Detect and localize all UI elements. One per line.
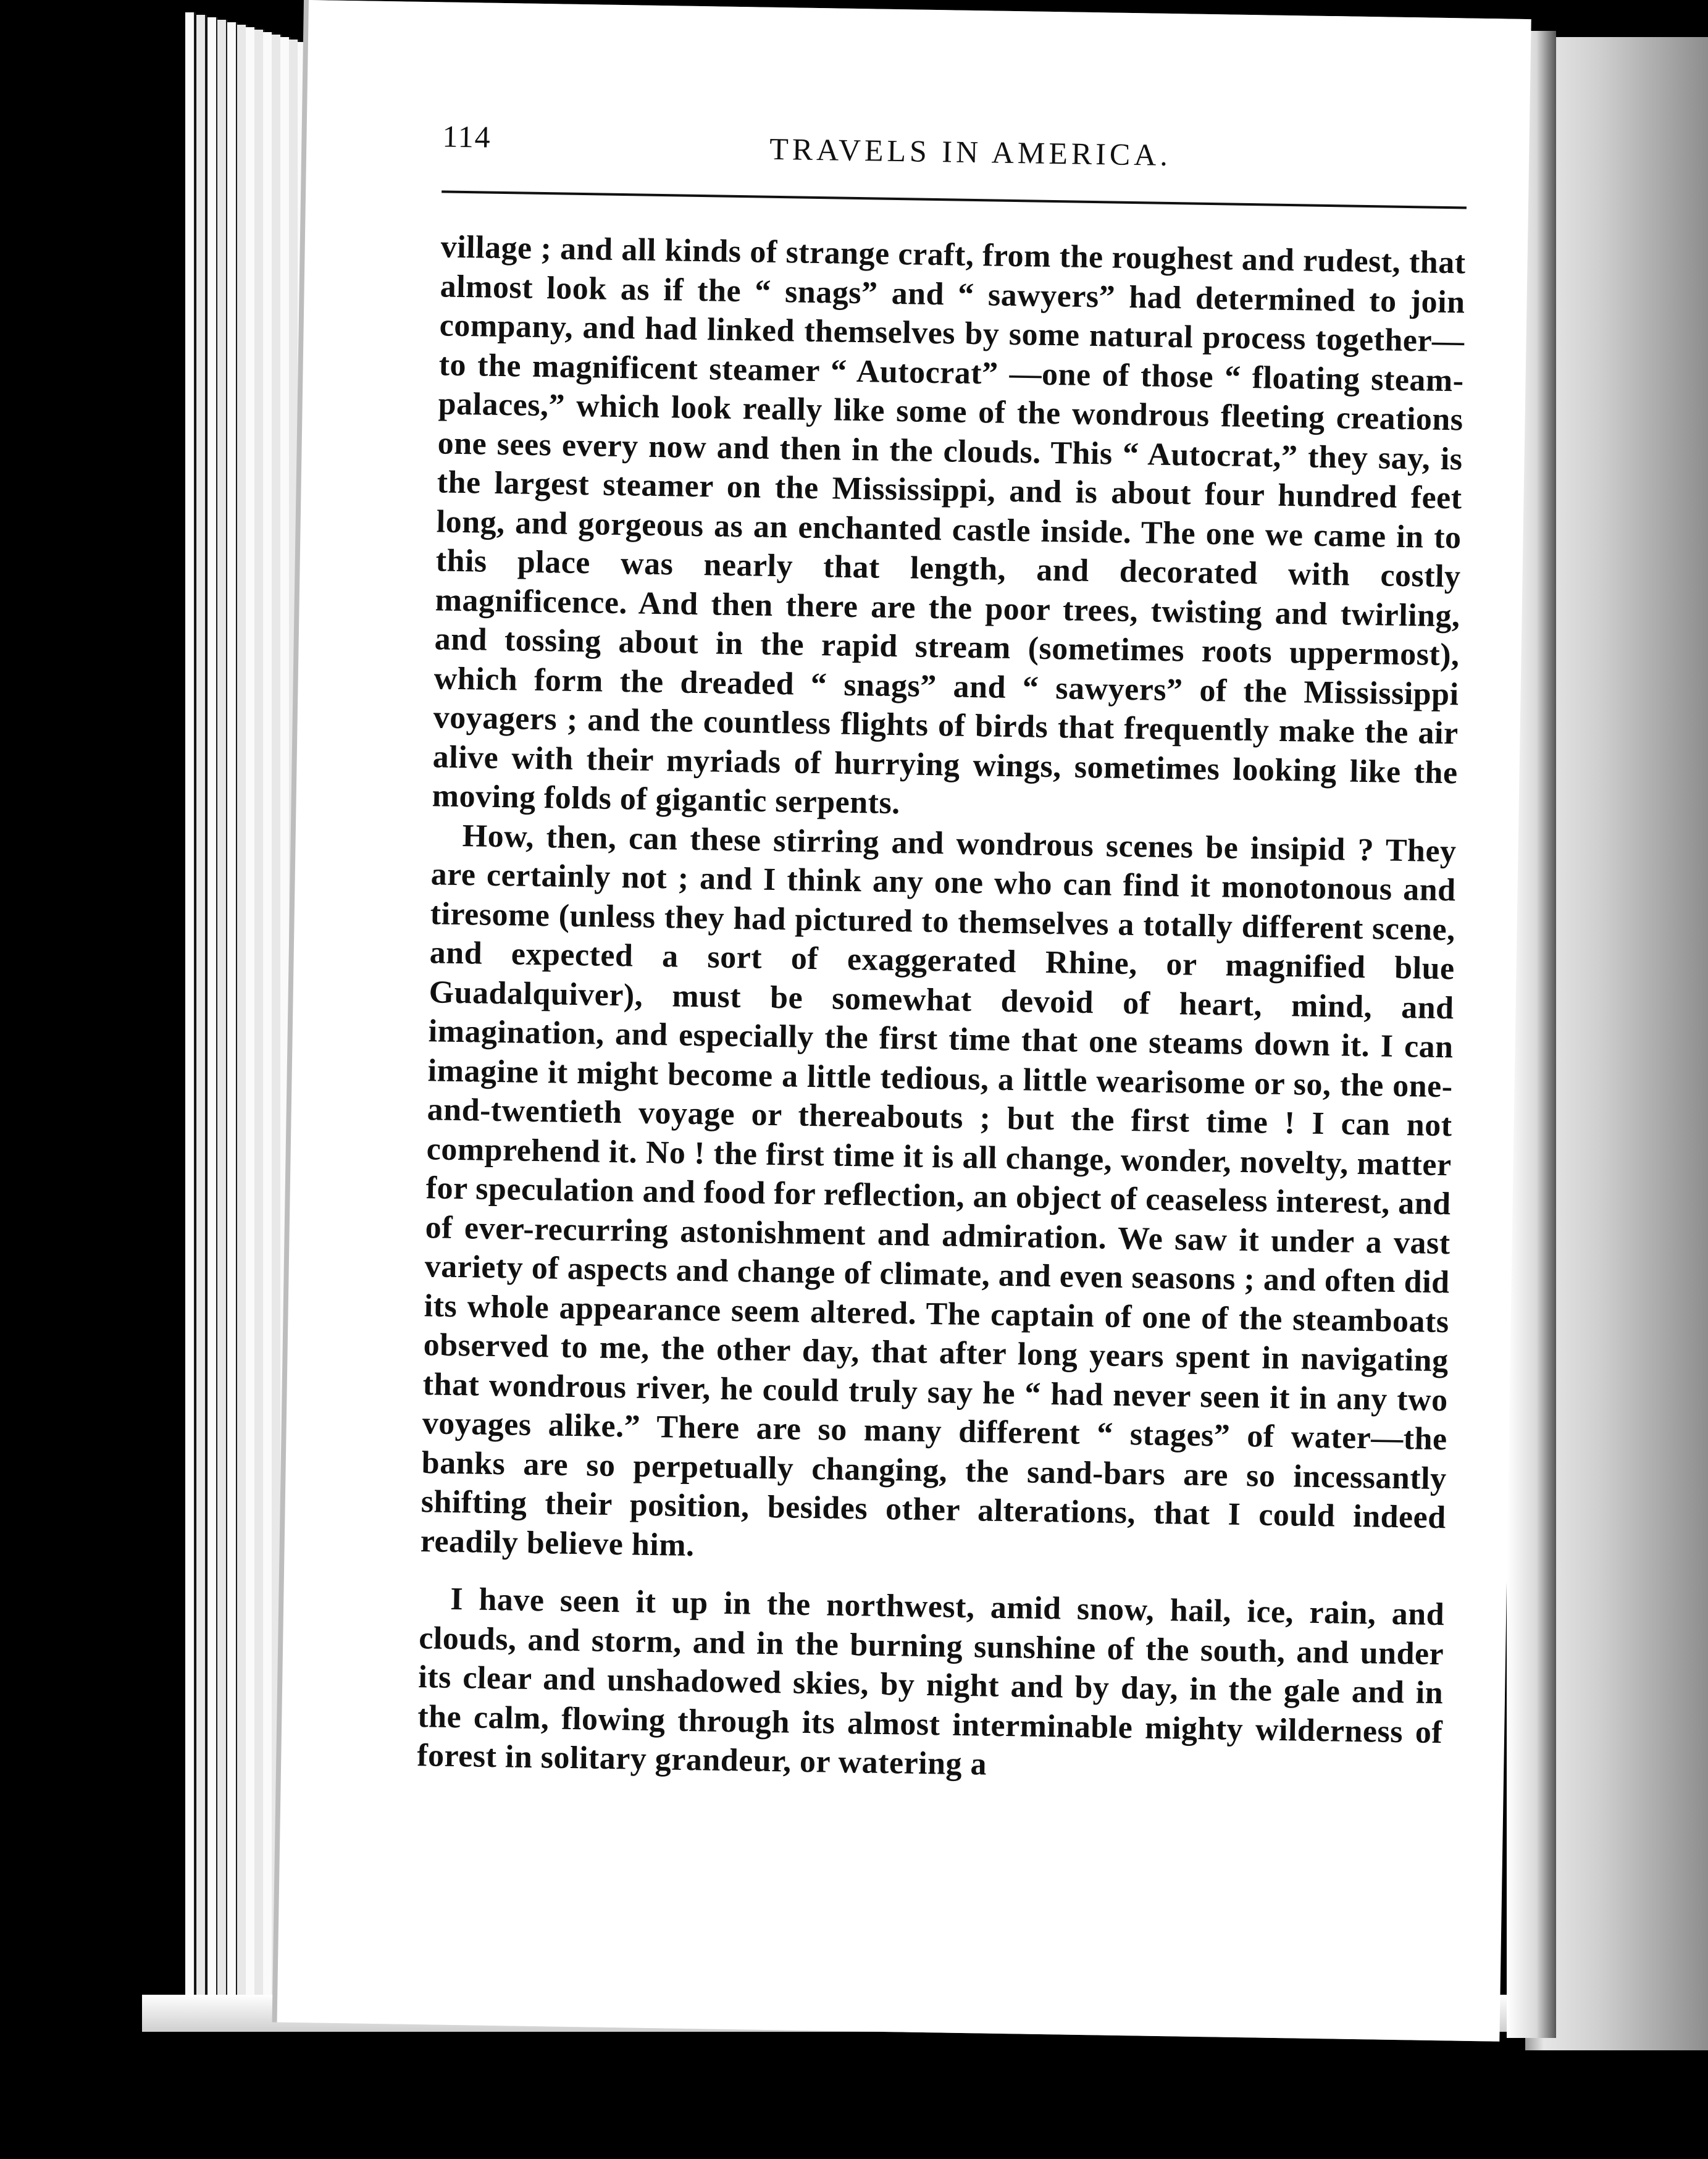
paragraph: village ; and all kinds of strange craft, from the roughest and rudest, that almost look as if the “ snags” and “ sawyers” had determined to join company, and had linked themselves by some natural process together—to the magnificent steamer “ Autocrat” —one of those “ floating steam-palaces,” which look really like some of the wondrous fleeting creations one sees every now and then in the clouds. This “ Autocrat,” they say, is the largest steamer on the Mississippi, and is about four hundred feet long, and gorgeous as an enchanted castle inside. The one we came in to this place was nearly that length, and decorated with costly magnificence. And then there are the poor trees, twisting and twirling, and tossing about in the rapid stream (sometimes roots uppermost), which form the dreaded “ snags” and “ sawyers” of the Mississippi voyagers ; and the countless flights of birds that frequently make the air alive with their myriads of hurrying wings, sometimes looking like the moving folds of gigantic serpents. bbox=[432, 229, 1466, 821]
page-edge-strip bbox=[227, 22, 238, 2021]
page-edge-strip bbox=[217, 20, 228, 2022]
page-edge-strip bbox=[207, 17, 218, 2023]
page-number: 114 bbox=[442, 119, 492, 154]
running-head: TRAVELS IN AMERICA. bbox=[769, 131, 1172, 172]
paragraph: How, then, can these stirring and wondrous scenes be insipid ? They are certainly not ; and I think any one who can find it monotonous and tiresome (unless they had pictured to themselves a totally different scene, and expected a sort of exaggerated Rhine, or magnified blue Guadalquiver), must be somewhat devoid of heart, mind, and imagination, and especially the first time that one steams down it. I can imagine it might become a little tedious, a little wearisome or so, the one-and-twentieth voyage or thereabouts ; but the first time ! I can not comprehend it. No ! the first time it is all change, wonder, novelty, matter for speculation and food for reflection, an object of ceaseless interest, and of ever-recurring astonishment and admiration. We saw it under a vast variety of aspects and change of climate, and even seasons ; and often did its whole appearance seem altered. The captain of one of the steamboats observed to me, the other day, that after long years spent in navigating that wondrous river, he could truly say he “ had never seen it in any two voyages alike.” There are so many different “ stages” of water—the banks are so perpetually changing, the sand-bars are so incessantly shifting their position, besides other alterations, that I could indeed readily believe him. bbox=[420, 818, 1457, 1563]
paragraph: I have seen it up in the northwest, amid snow, hail, ice, rain, and clouds, and storm, and in the burning sunshine of the south, and under its clear and unshadowed skies, by night and by day, in the gale and in the calm, flowing through its almost interminable mighty wilderness of forest in solitary grandeur, or watering a bbox=[416, 1581, 1445, 1782]
body-text bbox=[417, 203, 1467, 1791]
book-page bbox=[277, 0, 1531, 2042]
page-edge-strip bbox=[185, 12, 196, 2026]
page-edge-strip bbox=[196, 15, 207, 2024]
page-header bbox=[442, 118, 1462, 202]
